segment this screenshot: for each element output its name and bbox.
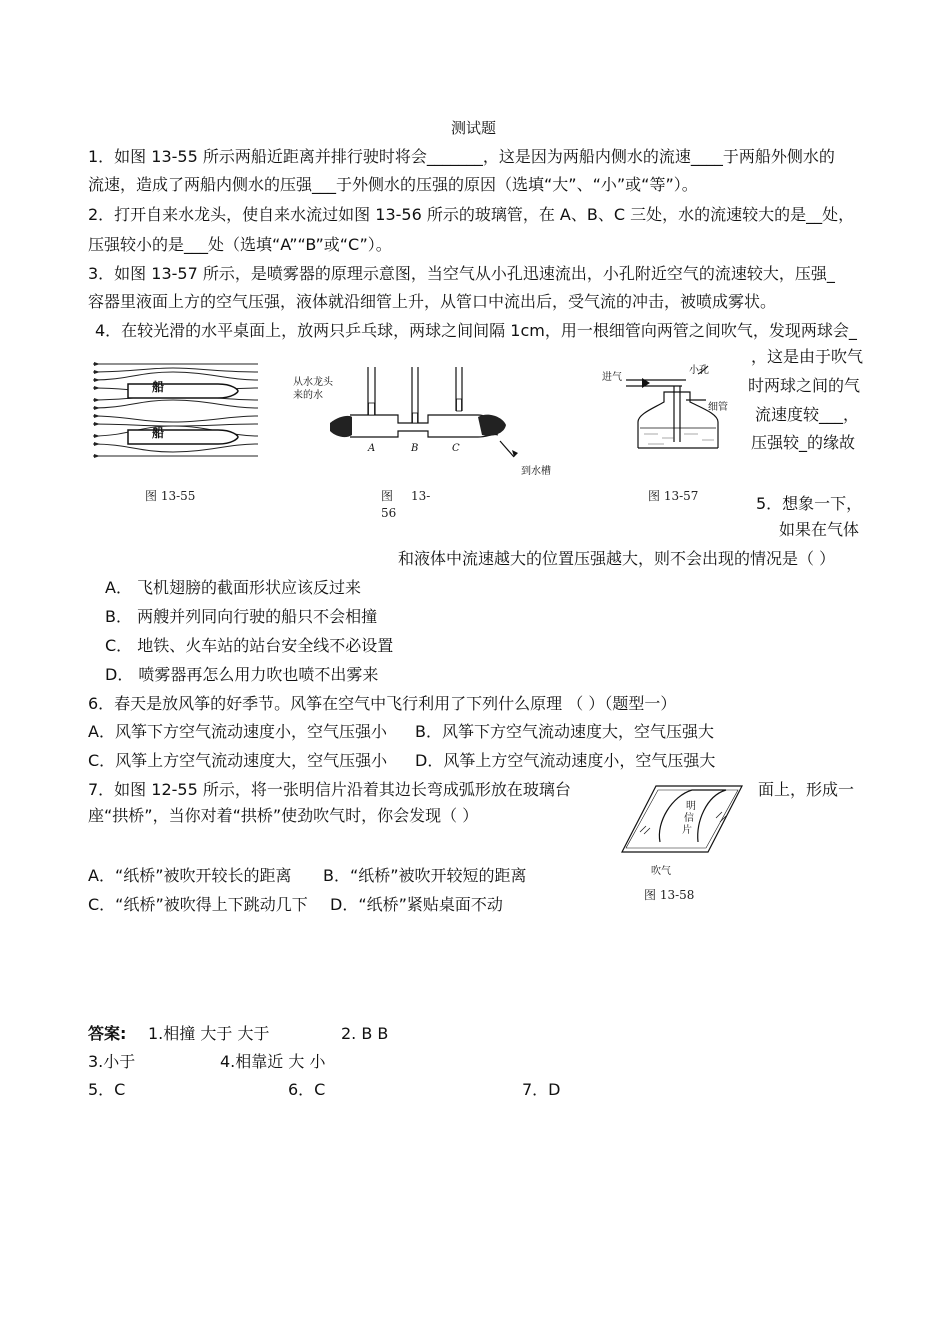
tube-label: 细管 <box>708 402 728 413</box>
faucet-source-label-2: 来的水 <box>293 390 323 401</box>
question-7-option-d: D．“纸桥”紧贴桌面不动 <box>330 895 503 914</box>
answer-7: 7．D <box>522 1080 561 1099</box>
question-5-line-1: 5．想象一下， <box>756 494 863 513</box>
question-5-option-d: D． 喷雾器再怎么用力吹也喷不出雾来 <box>105 665 379 684</box>
question-7-option-c: C．“纸桥”被吹得上下跳动几下 <box>88 895 308 914</box>
answer-3: 3.小于 <box>88 1052 136 1071</box>
question-5-option-a: A． 飞机翅膀的截面形状应该反过来 <box>105 578 362 597</box>
answer-6: 6．C <box>288 1080 326 1099</box>
answer-4: 4.相靠近 大 小 <box>220 1052 326 1071</box>
postcard-label-3: 片 <box>682 825 692 836</box>
boat-label-bottom: 船 <box>152 426 165 440</box>
question-6-option-c: C．风筝上方空气流动速度大，空气压强小 <box>88 751 388 770</box>
question-4-side-1: ，这是由于吹气 <box>751 347 864 366</box>
answer-5: 5．C <box>88 1080 126 1099</box>
question-3-line-1: 3．如图 13-57 所示，是喷雾器的原理示意图，当空气从小孔迅速流出，小孔附近空气的流速较大，压强_ <box>88 264 835 283</box>
figure-13-55-caption: 图 13-55 <box>145 489 196 503</box>
postcard-label-1: 明 <box>686 801 696 812</box>
figure-13-57-caption: 图 13-57 <box>648 489 699 503</box>
question-7-line-1: 7．如图 12-55 所示，将一张明信片沿着其边长弯成弧形放在玻璃台 <box>88 780 571 799</box>
point-a-label: A <box>368 443 376 454</box>
hole-label: 小孔 <box>689 365 709 376</box>
question-2-line-2: 压强较小的是___处（选填“A”“B”或“C”）。 <box>88 235 392 254</box>
figure-13-56 <box>318 365 533 475</box>
question-7-option-a: A．“纸桥”被吹开较长的距离 <box>88 866 292 885</box>
question-6-option-b: B．风筝下方空气流动速度大，空气压强大 <box>415 722 714 741</box>
question-7-line-2: 座“拱桥”，当你对着“拱桥”使劲吹气时，你会发现（ ） <box>88 806 479 825</box>
question-6-option-d: D．风筝上方空气流动速度小，空气压强大 <box>415 751 716 770</box>
figure-13-56-caption-b: 13- <box>411 489 431 503</box>
figure-13-58-caption: 图 13-58 <box>644 888 695 902</box>
air-in-label: 进气 <box>602 372 622 383</box>
question-2-line-1: 2．打开自来水龙头，使自来水流过如图 13-56 所示的玻璃管，在 A、B、C 三处，水的流速较大的是__处， <box>88 205 855 224</box>
boat-label-top: 船 <box>152 380 165 394</box>
question-6-option-a: A．风筝下方空气流动速度小，空气压强小 <box>88 722 387 741</box>
question-7-option-b: B．“纸桥”被吹开较短的距离 <box>323 866 527 885</box>
answers-label: 答案: <box>88 1024 127 1043</box>
question-5-option-c: C． 地铁、火车站的站台安全线不必设置 <box>105 636 394 655</box>
answer-2: 2. B B <box>341 1024 389 1043</box>
question-7-line-1-tail: 面上，形成一 <box>758 780 855 799</box>
drain-label: 到水槽 <box>521 466 551 477</box>
question-4-side-4: 压强较_的缘故 <box>751 433 856 452</box>
figure-13-56-caption-c: 56 <box>381 506 397 520</box>
faucet-source-label-1: 从水龙头 <box>293 377 333 388</box>
question-1-line-1: 1．如图 13-55 所示两船近距离并排行驶时将会_______，这是因为两船内侧水的流速____于两船外侧水的 <box>88 147 835 166</box>
question-3-line-2: 容器里液面上方的空气压强，液体就沿细管上升，从管口中流出后，受气流的冲击，被喷成雾状。 <box>88 292 777 311</box>
figure-13-55 <box>88 358 263 468</box>
point-b-label: B <box>411 443 419 454</box>
question-4-side-3: 流速度较___， <box>755 405 860 424</box>
question-1-line-2: 流速，造成了两船内侧水的压强___于外侧水的压强的原因（选填“大”、“小”或“等”）。 <box>88 175 698 194</box>
question-5-line-3: 和液体中流速越大的位置压强越大，则不会出现的情况是（ ） <box>398 549 836 568</box>
question-5-line-2: 如果在气体 <box>779 520 860 539</box>
question-4-side-2: 时两球之间的气 <box>748 376 861 395</box>
question-6-stem: 6．春天是放风筝的好季节。风筝在空气中飞行利用了下列什么原理 （ ）（题型一） <box>88 694 677 713</box>
question-5-option-b: B． 两艘并列同向行驶的船只不会相撞 <box>105 607 378 626</box>
question-4-line-1: 4．在较光滑的水平桌面上，放两只乒乓球，两球之间间隔 1cm，用一根细管向两管之间吹气，发现两球会_ <box>95 321 857 340</box>
figure-13-56-caption-a: 图 <box>381 489 394 503</box>
point-c-label: C <box>452 443 460 454</box>
page-title: 测试题 <box>451 119 497 137</box>
blow-label: 吹气 <box>651 866 671 877</box>
answer-1: 1.相撞 大于 大于 <box>148 1024 270 1043</box>
postcard-label-2: 信 <box>684 813 694 824</box>
